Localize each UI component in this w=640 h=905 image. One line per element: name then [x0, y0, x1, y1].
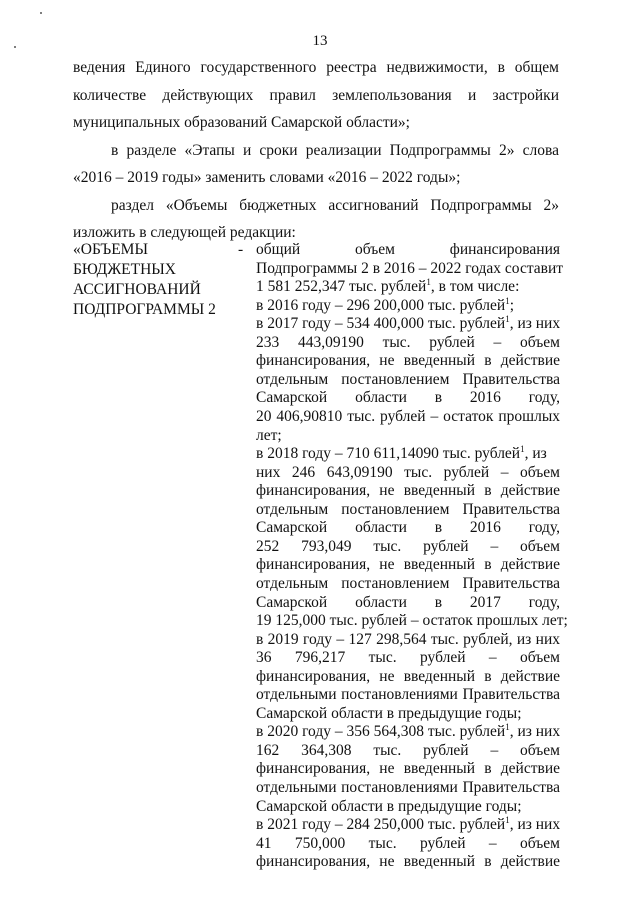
funding-line-text: 36 796,217 тыс. рублей – объем [256, 649, 560, 667]
funding-line [256, 463, 560, 483]
scan-speck [40, 12, 42, 14]
funding-line [256, 314, 560, 334]
funding-line [256, 778, 560, 798]
funding-line [256, 648, 560, 668]
funding-line-text: Подпрограммы 2 в 2016 – 2022 годах составит [256, 259, 564, 277]
funding-line-text: отдельным постановлением Правительства [256, 500, 560, 518]
funding-line [256, 722, 560, 742]
funding-line-text: отдельными постановлениями Правительства [256, 686, 560, 704]
funding-line-text: отдельными постановлениями Правительства [256, 779, 560, 796]
footnote-marker: 1 [520, 444, 525, 455]
funding-line-text: отдельным постановлением Правительства [256, 370, 560, 388]
funding-line [256, 741, 560, 761]
left-label-line: АССИГНОВАНИЙ [73, 281, 201, 298]
funding-line-text: в 2019 году – 127 298,564 тыс. рублей, из них [256, 630, 560, 648]
funding-line-text: Самарской области в 2016 году, [256, 519, 560, 537]
funding-line [256, 630, 560, 650]
funding-line-text: них 246 643,09190 тыс. рублей – объем [256, 463, 560, 481]
funding-line [256, 296, 560, 316]
funding-line [256, 500, 560, 520]
funding-line [256, 759, 560, 779]
paragraph-line: «2016 – 2019 годы» заменить словами «2016 – 2022 годы»; [73, 169, 461, 186]
funding-line-tail: ; [509, 296, 514, 314]
funding-line-text: 1 581 252,347 тыс. рублей [256, 278, 427, 296]
footnote-marker: 1 [505, 815, 510, 826]
funding-line [256, 426, 560, 446]
funding-line [256, 259, 564, 279]
funding-line-text: в 2021 году – 284 250,000 тыс. рублей [256, 816, 506, 834]
funding-line [256, 388, 560, 408]
funding-line [256, 370, 560, 390]
left-label-line: БЮДЖЕТНЫХ [73, 261, 176, 278]
funding-line-text: общий объем финансирования [256, 241, 560, 258]
funding-line-tail: , из [524, 445, 547, 463]
page-number: 13 [312, 33, 328, 49]
footnote-marker: 1 [426, 277, 431, 288]
funding-line [256, 797, 560, 817]
funding-line-text: Самарской области в предыдущие годы; [256, 704, 522, 722]
funding-line-text: 233 443,09190 тыс. рублей – объем [256, 333, 560, 351]
intro-line: ведения Единого государственного реестра недвижимости, в общем [73, 59, 559, 76]
funding-line [256, 611, 568, 631]
funding-line [256, 481, 560, 501]
funding-line-text: финансирования, не введенный в действие [256, 482, 560, 500]
paragraph-line: в разделе «Этапы и сроки реализации Подпрограммы 2» слова [111, 142, 559, 159]
funding-line [256, 555, 560, 575]
funding-line-text: финансирования, не введенный в действие [256, 853, 560, 871]
funding-line-text: Самарской области в 2016 году, [256, 389, 560, 407]
funding-line [256, 815, 560, 835]
funding-line-text: 252 793,049 тыс. рублей – объем [256, 537, 560, 555]
funding-line [256, 574, 560, 594]
paragraph-line: раздел «Объемы бюджетных ассигнований Подпрограммы 2» [111, 197, 559, 214]
funding-line-text: финансирования, не введенный в действие [256, 667, 560, 685]
funding-line [256, 685, 560, 705]
funding-line-text: финансирования, не введенный в действие [256, 352, 560, 370]
funding-line-tail: , из них [509, 315, 561, 333]
footnote-marker: 1 [505, 314, 510, 325]
funding-line [256, 834, 560, 854]
funding-line [256, 852, 560, 872]
funding-line [256, 407, 560, 427]
funding-line-text: в 2016 году – 296 200,000 тыс. рублей [256, 296, 506, 314]
funding-line-text: в 2018 году – 710 611,14090 тыс. рублей [256, 445, 521, 463]
funding-line-text: лет; [256, 426, 282, 444]
intro-line: муниципальных образований Самарской области»; [73, 114, 410, 131]
funding-line-text: финансирования, не введенный в действие [256, 760, 560, 778]
funding-line [256, 518, 560, 538]
funding-line [256, 240, 560, 260]
funding-line [256, 277, 560, 297]
intro-line: количестве действующих правил землепользования и застройки [73, 87, 559, 104]
funding-line [256, 704, 560, 724]
paragraph-line: изложить в следующей редакции: [73, 224, 296, 241]
funding-line-text: отдельным постановлением Правительства [256, 574, 560, 592]
funding-line-text: 41 750,000 тыс. рублей – объем [256, 834, 560, 852]
funding-line-text: в 2020 году – 356 564,308 тыс. рублей [256, 723, 506, 741]
funding-line-tail: , из них [509, 723, 561, 741]
funding-line-text: 20 406,90810 тыс. рублей – остаток прошлых [256, 408, 560, 425]
footnote-marker: 1 [505, 722, 510, 733]
funding-line-text: финансирования, не введенный в действие [256, 556, 560, 574]
left-label-line: «ОБЪЕМЫ [73, 241, 148, 258]
funding-line-text: 19 125,000 тыс. рублей – остаток прошлых лет; [256, 612, 568, 629]
funding-line-text: в 2017 году – 534 400,000 тыс. рублей [256, 315, 506, 333]
funding-line [256, 537, 560, 557]
funding-line [256, 593, 560, 613]
funding-line-text: 162 364,308 тыс. рублей – объем [256, 741, 560, 759]
funding-line [256, 444, 560, 464]
funding-line [256, 351, 560, 371]
funding-line-text: Самарской области в 2017 году, [256, 593, 560, 611]
funding-line [256, 333, 560, 353]
left-label-line: ПОДПРОГРАММЫ 2 [73, 301, 216, 318]
funding-line [256, 667, 560, 687]
funding-line-tail: , в том числе: [430, 278, 520, 296]
footnote-marker: 1 [505, 295, 510, 306]
funding-line-text: Самарской области в предыдущие годы; [256, 797, 522, 815]
funding-line-tail: , из них [509, 816, 561, 834]
table-dash: - [238, 241, 244, 258]
